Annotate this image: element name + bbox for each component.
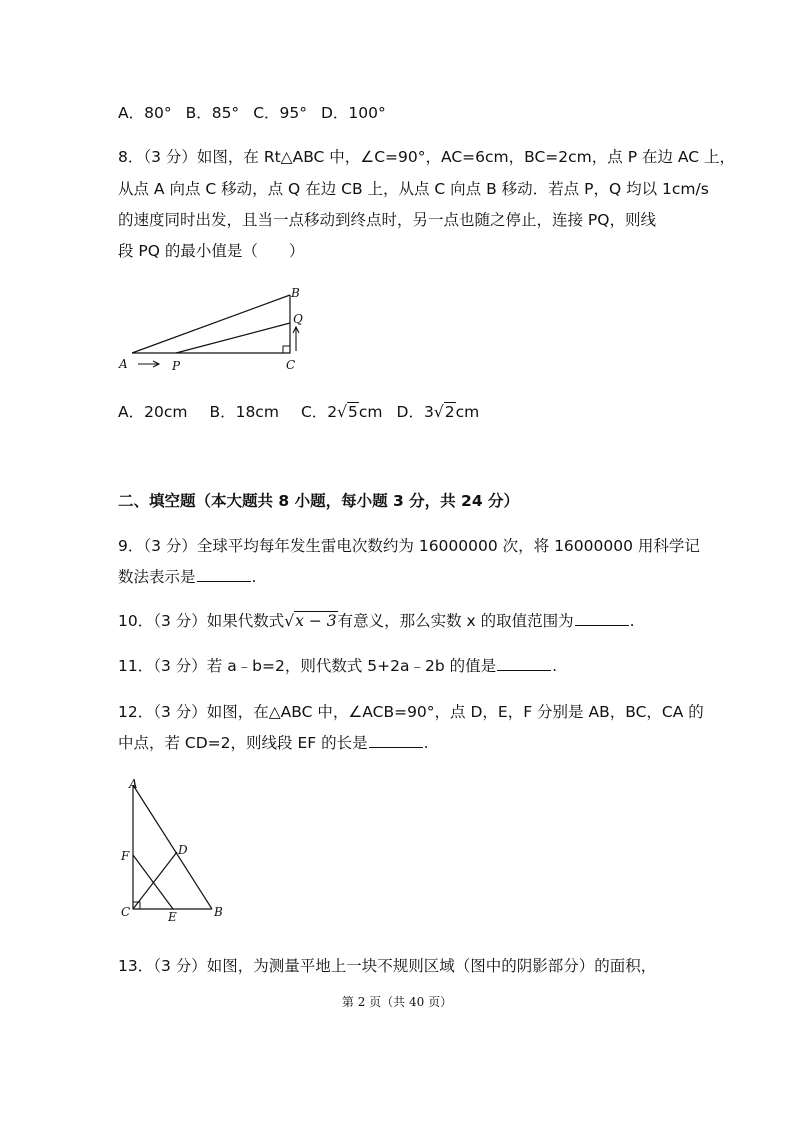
q7-options	[118, 103, 400, 123]
q13-line-1: 13．（3 分）如图，为测量平地上一块不规则区域（图中的阴影部分）的面积，	[118, 957, 657, 975]
q8-triangle-figure	[112, 282, 322, 377]
q7-option-c: C．95°	[253, 104, 307, 122]
q9-line-2: 数法表示是 .	[118, 568, 257, 586]
q12-segment-cd	[133, 852, 177, 909]
q8-label-b: B	[291, 286, 300, 300]
q11-answer-blank	[497, 656, 551, 671]
q9-answer-blank	[197, 567, 251, 582]
q8-line-4: 段 PQ 的最小值是（ ）	[118, 242, 305, 260]
q9-line-1: 9．（3 分）全球平均每年发生雷电次数约为 16000000 次，将 16000000 用科学记	[118, 537, 700, 555]
q7-option-a: A．80°	[118, 104, 172, 122]
q8-options	[118, 402, 493, 422]
q12-label-e: E	[168, 910, 177, 922]
page-footer: 第 2 页（共 40 页）	[341, 995, 453, 1009]
q8-option-b: B．18cm	[209, 403, 279, 421]
q8-option-c: C．2√5cm	[300, 403, 383, 421]
q12-answer-blank	[369, 733, 423, 748]
q7-option-b: B．85°	[185, 104, 240, 122]
q8-line-3: 的速度同时出发，且当一点移动到终点时，另一点也随之停止，连接 PQ，则线	[118, 211, 656, 229]
q8-line-2: 从点 A 向点 C 移动，点 Q 在边 CB 上，从点 C 向点 B 移动．若点 P，Q 均以 1cm/s	[118, 180, 709, 198]
q8-label-p: P	[172, 359, 181, 373]
q7-option-d: D．100°	[320, 104, 386, 122]
q10-line: 10．（3 分）如果代数式√x − 3有意义，那么实数 x 的取值范围为 .	[118, 612, 635, 630]
q12-label-c: C	[121, 905, 131, 919]
q12-line-1: 12．（3 分）如图，在△ABC 中，∠ACB=90°，点 D，E，F 分别是 AB，BC，CA 的	[118, 703, 704, 721]
q12-label-b: B	[214, 905, 223, 919]
q11-line: 11．（3 分）若 a﹣b=2，则代数式 5+2a﹣2b 的值是 .	[118, 657, 558, 675]
q12-label-a: A	[129, 777, 138, 791]
q12-side-ab	[133, 785, 212, 909]
q12-label-f: F	[121, 849, 130, 863]
q12-triangle-figure	[114, 776, 234, 922]
q8-right-angle-mark	[283, 346, 290, 353]
q8-option-a: A．20cm	[118, 403, 188, 421]
q8-label-c: C	[286, 358, 296, 372]
q10-sqrt: √x − 3	[284, 612, 337, 630]
q8-option-d: D．3√2cm	[396, 403, 480, 421]
section-2-title: 二、填空题（本大题共 8 小题，每小题 3 分，共 24 分）	[118, 492, 520, 510]
q8-label-q: Q	[293, 312, 303, 326]
q8-segment-pq	[176, 323, 290, 353]
q10-answer-blank	[575, 611, 629, 626]
q12-line-2: 中点，若 CD=2，则线段 EF 的长是 .	[118, 734, 429, 752]
q12-label-d: D	[178, 843, 188, 857]
q8-label-a: A	[119, 357, 128, 371]
q8-line-1: 8．（3 分）如图，在 Rt△ABC 中，∠C=90°，AC=6cm，BC=2cm，点 P 在边 AC 上，	[118, 148, 735, 166]
